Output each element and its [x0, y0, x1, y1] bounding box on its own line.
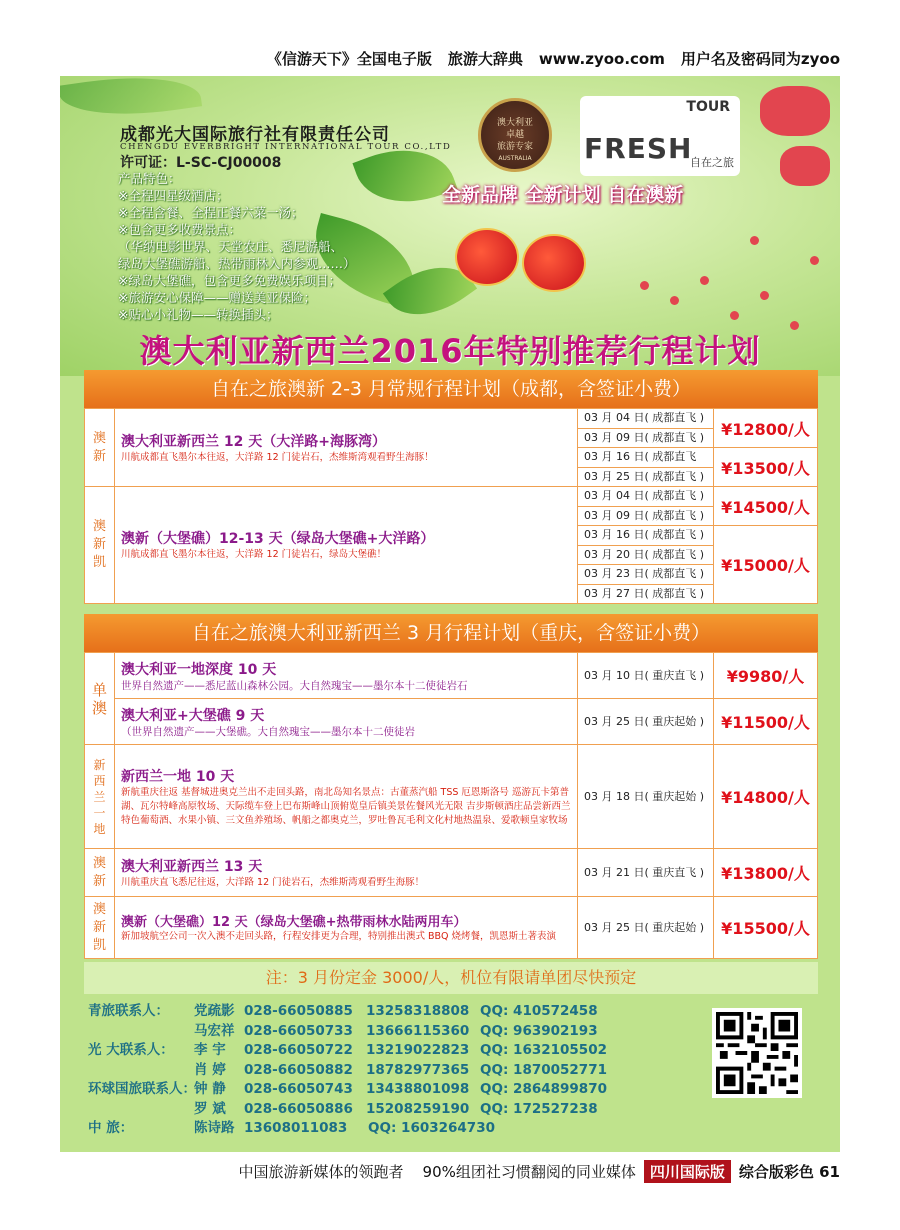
feature-item: ※贴心小礼物——转换插头；: [118, 307, 279, 322]
magazine-name: 《信游天下》全国电子版: [266, 50, 432, 68]
price: ¥14500/人: [714, 487, 818, 526]
contact-tel: 028-66050722: [244, 1042, 353, 1058]
blossom-decoration: [700, 276, 709, 285]
table-row: [85, 487, 818, 507]
route-cell: [115, 653, 578, 699]
table-row: [85, 699, 818, 745]
contact-qq: QQ: 963902193: [480, 1022, 598, 1039]
route-cell: [115, 745, 578, 849]
seal-text: 澳大利亚: [496, 118, 533, 128]
region-label: 澳 新: [85, 409, 115, 487]
feature-item: （华纳电影世界、天堂农庄、悉尼游船、: [118, 239, 344, 254]
blossom-decoration: [640, 281, 649, 290]
feature-item: 产品特色：: [118, 171, 181, 186]
departure-date: 03 月 25 日( 重庆起始 ): [578, 699, 714, 745]
route-cell: [115, 849, 578, 897]
route-title: 澳大利亚新西兰 12 天（大洋路+海豚湾）: [121, 433, 386, 450]
contact-qq: QQ: 1870052771: [480, 1061, 607, 1078]
route-desc: 世界自然遗产——悉尼蓝山森林公园。大自然瑰宝——墨尔本十二使徒岩石: [121, 679, 468, 692]
blossom-decoration: [760, 291, 769, 300]
route-desc: 川航成都直飞墨尔本往返，大洋路 12 门徒岩石，杰维斯湾观看野生海豚！: [121, 451, 434, 463]
logo-brand-text: 自在之旅: [690, 156, 734, 169]
contact-tel: 028-66050743: [244, 1081, 353, 1097]
departure-date: 03 月 04 日( 成都直飞 ): [578, 487, 714, 507]
advertisement-poster: [60, 76, 840, 1152]
contact-mobile: 13438801098: [366, 1081, 470, 1097]
contact-name: 党疏影: [194, 1003, 235, 1019]
price: ¥13800/人: [714, 849, 818, 897]
leaf-decoration: [60, 76, 202, 126]
page-number: 综合版彩色 61: [738, 1163, 840, 1181]
contact-qq: QQ: 172527238: [480, 1100, 598, 1117]
region-label: 澳 新: [85, 849, 115, 897]
contact-mobile: 13666115360: [366, 1022, 470, 1039]
logo-tour-text: TOUR: [686, 99, 730, 115]
route-desc: 新加坡航空公司一次入澳不走回头路，行程安排更为合理，特别推出澳式 BBQ 烧烤餐，凯恩斯土著表演: [121, 931, 557, 942]
table-row: [85, 897, 818, 959]
table-row: [85, 409, 818, 429]
contact-dept: 中 旅：: [88, 1120, 134, 1136]
fresh-tour-logo: [580, 96, 740, 176]
departure-date: 03 月 16 日( 成都直飞 ): [578, 526, 714, 546]
contact-qq: QQ: 1603264730: [368, 1120, 495, 1136]
section2-title: 自在之旅澳大利亚新西兰 3 月行程计划（重庆，含签证小费）: [84, 614, 818, 652]
contact-mobile: 13258318808: [366, 1003, 470, 1019]
blossom-decoration: [760, 86, 830, 136]
contact-name: 钟 静: [194, 1081, 226, 1097]
route-title: 澳大利亚新西兰 13 天: [121, 858, 263, 875]
route-desc: （世界自然遗产——大堡礁。大自然瑰宝——墨尔本十二使徒岩: [121, 725, 415, 738]
price: ¥9980/人: [714, 653, 818, 699]
route-cell: [115, 897, 578, 959]
region-label: 单 澳: [85, 653, 115, 745]
footer-media: 90%组团社习惯翻阅的同业媒体: [422, 1163, 636, 1181]
section1-title: 自在之旅澳新 2-3 月常规行程计划（成都，含签证小费）: [84, 370, 818, 408]
price: ¥12800/人: [714, 409, 818, 448]
booking-note: 注：3 月份定金 3000/人，机位有限请单团尽快预定: [84, 962, 818, 994]
dictionary-label: 旅游大辞典: [447, 50, 523, 68]
contact-name: 罗 斌: [194, 1100, 226, 1117]
contact-mobile: 18782977365: [366, 1061, 470, 1078]
seal-subtext: AUSTRALIA: [498, 155, 532, 162]
departure-date: 03 月 20 日( 成都直飞 ): [578, 545, 714, 565]
feature-item: ※全程含餐、全程正餐六菜一汤；: [118, 205, 304, 220]
departure-date: 03 月 10 日( 重庆直飞 ): [578, 653, 714, 699]
feature-item: ※绿岛大堡礁，包含更多免费娱乐项目；: [118, 273, 341, 288]
route-title: 新西兰一地 10 天: [121, 768, 235, 785]
contact-tel: 028-66050885: [244, 1003, 353, 1019]
price: ¥15500/人: [714, 897, 818, 959]
main-title: 澳大利亚新西兰2016年特别推荐行程计划: [139, 332, 761, 370]
route-desc: 川航重庆直飞悉尼往返，大洋路 12 门徒岩石，杰维斯湾观看野生海豚！: [121, 876, 425, 888]
edition-badge: 四川国际版: [644, 1160, 731, 1183]
license-number: 许可证：L-SC-CJ00008: [120, 155, 282, 171]
slogan: 全新品牌 全新计划 自在澳新: [442, 184, 684, 206]
contact-dept: 环球国旅联系人：: [88, 1081, 196, 1097]
price: ¥15000/人: [714, 526, 818, 604]
lantern-decoration: [522, 234, 586, 292]
company-name: 成都光大国际旅行社有限责任公司: [120, 125, 390, 145]
lantern-decoration: [455, 228, 519, 286]
feature-list: [118, 170, 356, 323]
feature-item: ※包含更多收费景点：: [118, 222, 241, 237]
price: ¥11500/人: [714, 699, 818, 745]
departure-date: 03 月 21 日( 重庆直飞 ): [578, 849, 714, 897]
contact-name: 肖 婷: [194, 1061, 226, 1078]
page-header: [0, 48, 840, 69]
seal-text: 旅游专家: [496, 142, 533, 152]
qr-code-icon[interactable]: [712, 1008, 802, 1098]
departure-date: 03 月 25 日( 重庆起始 ): [578, 897, 714, 959]
price: ¥14800/人: [714, 745, 818, 849]
feature-item: 绿岛大堡礁游船、热带雨林入内参观……）: [118, 256, 356, 271]
contact-tel: 028-66050886: [244, 1100, 353, 1117]
departure-date: 03 月 18 日( 重庆起始 ): [578, 745, 714, 849]
blossom-decoration: [780, 146, 830, 186]
contact-qq: QQ: 1632105502: [480, 1042, 607, 1058]
contact-tel: 028-66050733: [244, 1022, 353, 1039]
footer-slogan: 中国旅游新媒体的领跑者: [238, 1163, 404, 1181]
contact-qq: QQ: 2864899870: [480, 1081, 607, 1097]
region-label: 澳 新 凯: [85, 487, 115, 604]
route-title: 澳大利亚+大堡礁 9 天: [121, 707, 265, 724]
contact-tel: 028-66050882: [244, 1061, 353, 1078]
blossom-decoration: [810, 256, 819, 265]
blossom-decoration: [750, 236, 759, 245]
logo-fresh-text: FRESH: [584, 132, 693, 165]
route-desc: 新航重庆往返 基督城进奥克兰出不走回头路，南北岛知名景点：古董蒸汽船 TSS 厄恩斯洛号 巡游瓦卡第普湖、瓦尔特峰高原牧场、天际缆车登上巴布斯峰山顶俯览皇后镇美景佐餐风光无限 吉步斯顿酒庄品尝新西兰特色葡萄酒、水果小镇、三文鱼养殖场、帆船之都奥克兰，罗吐鲁瓦毛利文化村地热温泉、爱歌顿皇家牧场: [121, 786, 571, 826]
page-footer: [0, 1160, 840, 1183]
contact-name: 马宏祥: [194, 1022, 235, 1039]
site-link[interactable]: www.zyoo.com: [538, 50, 665, 68]
route-desc: 川航成都直飞墨尔本往返，大洋路 12 门徒岩石，绿岛大堡礁！: [121, 549, 387, 560]
table-row: [85, 653, 818, 699]
contact-mobile: 15208259190: [366, 1100, 470, 1117]
route-title: 澳新（大堡礁）12-13 天（绿岛大堡礁+大洋路）: [121, 531, 435, 547]
region-label: 澳 新 凯: [85, 897, 115, 959]
contact-qq: QQ: 410572458: [480, 1003, 598, 1019]
login-hint: 用户名及密码同为zyoo: [680, 50, 840, 68]
blossom-decoration: [670, 296, 679, 305]
departure-date: 03 月 16 日( 成都直飞: [578, 448, 714, 468]
company-name-en: CHENGDU EVERBRIGHT INTERNATIONAL TOUR CO.,LTD: [120, 142, 452, 152]
seal-text: 卓越: [505, 130, 524, 140]
contact-dept: 光 大联系人：: [88, 1042, 174, 1058]
price: ¥13500/人: [714, 448, 818, 487]
feature-item: ※全程四星级酒店；: [118, 188, 229, 203]
route-cell: [115, 487, 578, 604]
route-title: 澳新（大堡礁）12 天（绿岛大堡礁+热带雨林水陆两用车）: [121, 915, 467, 930]
section1-table: [84, 408, 818, 604]
table-row: [85, 849, 818, 897]
expert-seal-logo: [478, 98, 552, 172]
contact-name: 陈诗路: [194, 1120, 235, 1136]
contact-mobile: 13219022823: [366, 1042, 470, 1058]
region-label: 新 西 兰 一 地: [85, 745, 115, 849]
table-row: [85, 745, 818, 849]
route-cell: [115, 699, 578, 745]
contact-tel: 13608011083: [244, 1120, 348, 1136]
departure-date: 03 月 09 日( 成都直飞 ): [578, 428, 714, 448]
departure-date: 03 月 04 日( 成都直飞 ): [578, 409, 714, 429]
section2-table: [84, 652, 818, 959]
departure-date: 03 月 27 日( 成都直飞 ): [578, 584, 714, 604]
blossom-decoration: [730, 311, 739, 320]
contact-dept: 青旅联系人：: [88, 1003, 169, 1019]
contact-name: 李 宇: [194, 1042, 226, 1058]
feature-item: ※旅游安心保障——赠送美亚保险；: [118, 290, 316, 305]
departure-date: 03 月 09 日( 成都直飞 ): [578, 506, 714, 526]
departure-date: 03 月 25 日( 成都直飞 ): [578, 467, 714, 487]
route-cell: [115, 409, 578, 487]
departure-date: 03 月 23 日( 成都直飞 ): [578, 565, 714, 585]
route-title: 澳大利亚一地深度 10 天: [121, 661, 277, 678]
